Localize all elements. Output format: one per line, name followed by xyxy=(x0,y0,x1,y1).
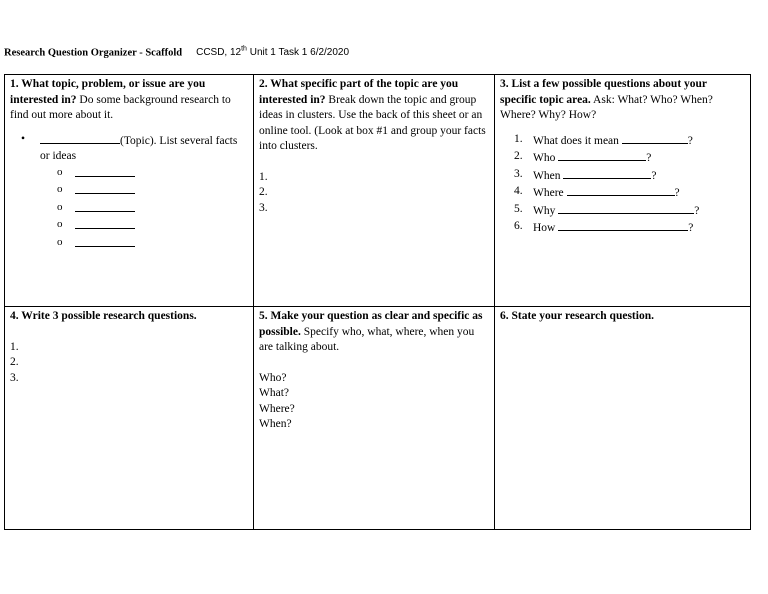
question-text: Why xyxy=(533,204,559,217)
question-number: 3. xyxy=(514,167,523,180)
question-mark: ? xyxy=(688,222,694,234)
research-question-item: 2. xyxy=(10,356,19,368)
fact-item xyxy=(10,182,248,200)
document-title: Research Question Organizer - Scaffold xyxy=(4,47,183,59)
box-5-instructions: Specify who, what, where, when you are talking about. xyxy=(259,325,475,353)
fact-item xyxy=(10,165,248,183)
cluster-item: 3. xyxy=(259,201,268,214)
question-item xyxy=(500,149,745,167)
circle-bullet-icon: o xyxy=(57,235,63,248)
box-5-heading: 5. Make your question as clear and specific as possible. xyxy=(259,310,483,338)
circle-bullet-icon: o xyxy=(57,218,63,230)
box-1-topic[interactable] xyxy=(5,75,254,307)
question-blank[interactable] xyxy=(563,167,651,179)
question-item xyxy=(500,202,745,220)
box-3-possible-questions[interactable] xyxy=(495,75,751,307)
course-info-suffix: Unit 1 Task 1 6/2/2020 xyxy=(246,47,350,59)
box-3-heading: 3. List a few possible questions about your specific topic area. xyxy=(500,78,707,106)
fact-item xyxy=(10,217,248,235)
fact-item xyxy=(10,235,248,253)
research-question-item: 3. xyxy=(10,371,19,384)
box-4-heading: 4. Write 3 possible research questions. xyxy=(10,310,197,322)
prompt-who: Who? xyxy=(259,371,287,384)
question-number: 4. xyxy=(514,185,523,197)
fact-item xyxy=(10,200,248,218)
topic-bullet xyxy=(10,132,248,165)
question-blank[interactable] xyxy=(558,149,646,161)
question-mark: ? xyxy=(651,169,657,182)
question-blank[interactable] xyxy=(567,184,675,196)
box-1-instructions: Do some background research to find out more about it. xyxy=(10,93,231,121)
question-number: 5. xyxy=(514,202,523,215)
question-mark: ? xyxy=(646,152,652,164)
question-blank[interactable] xyxy=(558,202,694,214)
question-text: When xyxy=(533,169,564,182)
prompt-what: What? xyxy=(259,387,290,399)
box-6-heading: 6. State your research question. xyxy=(500,310,654,322)
question-number: 1. xyxy=(514,132,523,145)
question-text: Where xyxy=(533,187,567,199)
prompt-when: When? xyxy=(259,418,292,430)
organizer-table xyxy=(4,74,751,530)
prompt-where: Where? xyxy=(259,402,295,415)
box-5-clarify-question[interactable] xyxy=(254,307,495,530)
circle-bullet-icon: o xyxy=(57,200,63,213)
question-item xyxy=(500,167,745,185)
box-6-research-question[interactable] xyxy=(495,307,751,530)
circle-bullet-icon: o xyxy=(57,183,63,195)
bullet-icon: • xyxy=(21,132,26,145)
question-blank[interactable] xyxy=(622,132,688,144)
question-number: 6. xyxy=(514,220,523,232)
question-blank[interactable] xyxy=(558,219,688,231)
box-4-research-questions[interactable] xyxy=(5,307,254,530)
fact-blank[interactable] xyxy=(75,165,135,177)
question-mark: ? xyxy=(694,204,700,217)
box-2-specific-part[interactable] xyxy=(254,75,495,307)
fact-blank[interactable] xyxy=(75,200,135,212)
topic-instructions: (Topic). List several facts or ideas xyxy=(40,134,238,162)
question-item xyxy=(500,184,745,202)
cluster-item: 1. xyxy=(259,170,268,183)
course-info-prefix: CCSD, 12 xyxy=(196,47,242,59)
question-item xyxy=(500,132,745,150)
box-2-instructions: Break down the topic and group ideas in clusters. Use the back of this sheet or an online tool. (Look at box #1 and group your facts into clusters. xyxy=(259,93,486,152)
question-mark: ? xyxy=(687,134,693,147)
box-2-heading: 2. What specific part of the topic are you interested in? xyxy=(259,78,459,106)
course-info xyxy=(196,47,349,58)
circle-bullet-icon: o xyxy=(57,165,63,178)
facts-list xyxy=(10,165,248,253)
box-3-instructions: Ask: What? Who? When? Where? Why? How? xyxy=(500,93,713,121)
cluster-item: 2. xyxy=(259,186,268,198)
question-text: How xyxy=(533,222,559,234)
topic-blank[interactable] xyxy=(40,132,120,144)
course-info-sup: th xyxy=(241,46,247,53)
fact-blank[interactable] xyxy=(75,182,135,194)
question-item xyxy=(500,219,745,237)
question-mark: ? xyxy=(674,187,680,199)
question-text: What does it mean xyxy=(533,134,622,147)
fact-blank[interactable] xyxy=(75,235,135,247)
question-list xyxy=(500,132,745,237)
question-number: 2. xyxy=(514,150,523,162)
box-1-heading: 1. What topic, problem, or issue are you interested in? xyxy=(10,78,206,106)
document-header xyxy=(4,46,349,58)
research-question-item: 1. xyxy=(10,340,19,353)
fact-blank[interactable] xyxy=(75,217,135,229)
question-text: Who xyxy=(533,152,559,164)
